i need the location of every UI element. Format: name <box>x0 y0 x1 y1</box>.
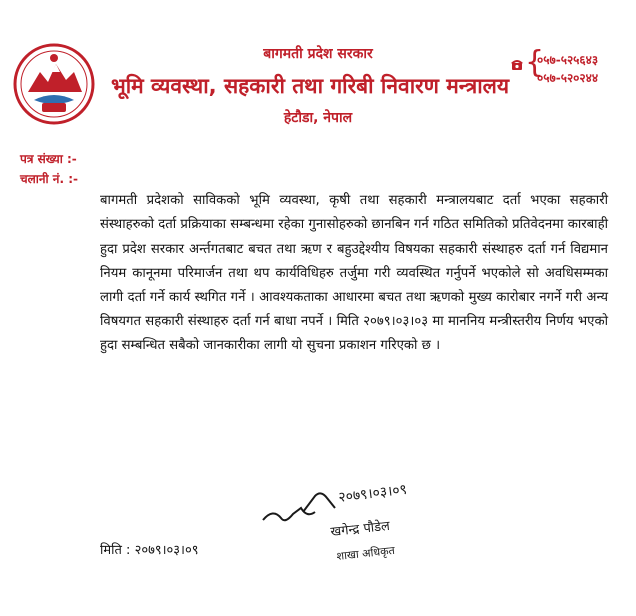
telephone-icon <box>510 57 524 71</box>
notice-body: बागमती प्रदेशको साविकको भूमि व्यवस्था, कृषी तथा सहकारी मन्त्रालयबाट दर्ता भएका सहकारी संस्थाहरुको दर्ता प्रक्रियाका सम्बन्धमा रहेका गुनासोहरुको छानबिन गर्न गठित समितिको प्रतिवेदनमा कारबाही हुदा प्रदेश सरकार अर्न्तगतबाट बचत तथा ऋण र बहुउद्देश्यीय विषयका सहकारी संस्थाहरु दर्ता गर्न विद्यमान नियम कानूनमा परिमार्जन तथा थप कार्यविधिहरु तर्जुमा गरी व्यवस्थित गर्नुपर्ने भएकोले सो अवधिसम्मका लागी दर्ता गर्ने कार्य स्थगित गर्ने । आवश्यकताका आधारमा बचत तथा ऋणको मुख्य कारोबार नगर्ने गरी अन्य विषयगत सहकारी संस्थाहरु दर्ता गर्न बाधा नपर्ने । मिति २०७९।०३।०३ मा माननिय मन्त्रीस्तरीय निर्णय भएको हुदा सम्बन्धित सबैको जानकारीका लागी यो सुचना प्रकाशन गरिएको छ । <box>100 193 608 354</box>
signature-stamp <box>255 478 455 570</box>
phone-block <box>510 45 636 86</box>
issue-date: मिति : २०७९।०३।०९ <box>100 543 199 558</box>
phone-number-1: ०५७-५२५६४३ <box>537 53 599 67</box>
brace-glyph: { <box>525 45 545 80</box>
phone-number-2: ०५७-५२०२४४ <box>537 71 599 85</box>
svg-text:खगेन्द्र पौडेल: खगेन्द्र पौडेल <box>329 518 391 540</box>
svg-text:२०७९।०३।०९: २०७९।०३।०९ <box>337 481 408 506</box>
government-name: बागमती प्रदेश सरकार <box>263 46 373 62</box>
ministry-name: भूमि व्यवस्था, सहकारी तथा गरिबी निवारण मन्त्रालय <box>110 74 510 98</box>
office-location: हेटौडा, नेपाल <box>283 110 353 126</box>
dispatch-number-label: चलानी नं. :- <box>20 172 78 186</box>
letter-number-label: पत्र संख्या :- <box>20 152 77 166</box>
svg-text:शाखा अधिकृत: शाखा अधिकृत <box>335 543 396 563</box>
